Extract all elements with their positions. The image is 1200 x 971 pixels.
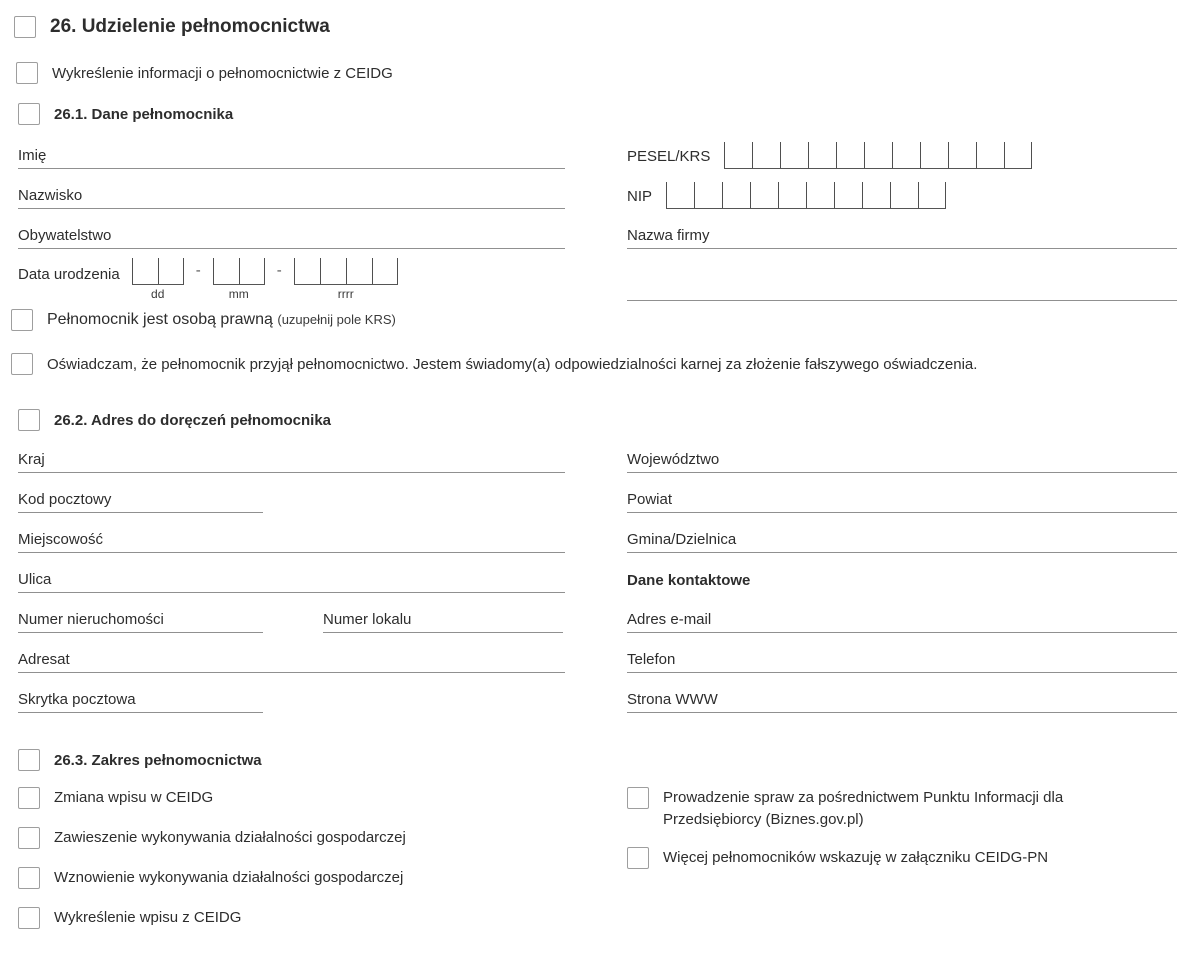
option-zmiana-wpisu (18, 787, 565, 809)
comb-cell[interactable] (834, 182, 862, 208)
checkbox-section-26-2[interactable] (18, 409, 40, 431)
dane-kontaktowe-label: Dane kontaktowe (627, 572, 751, 589)
comb-cell[interactable] (213, 258, 239, 284)
nazwisko-label: Nazwisko (18, 187, 83, 204)
kod-pocztowy-label: Kod pocztowy (18, 491, 112, 508)
comb-cell[interactable] (890, 182, 918, 208)
powiat-field[interactable] (627, 473, 1177, 513)
option-zawieszenie (18, 827, 565, 849)
nazwa-firmy-continuation-field[interactable] (627, 249, 1177, 301)
comb-cell[interactable] (892, 142, 920, 168)
section-26-1-row (18, 103, 1177, 125)
data-urodzenia-label: Data urodzenia (18, 266, 120, 283)
wiecej-pelnomocnikow-label: Więcej pełnomocników wskazuję w załączniku CEIDG-PN (663, 849, 1049, 866)
adres-email-label: Adres e-mail (627, 611, 712, 628)
comb-cell[interactable] (158, 258, 184, 284)
imie-label: Imię (18, 147, 47, 164)
comb-cell[interactable] (862, 182, 890, 208)
obywatelstwo-label: Obywatelstwo (18, 227, 112, 244)
comb-cell[interactable] (372, 258, 398, 284)
comb-cell[interactable] (722, 182, 750, 208)
comb-cell[interactable] (918, 182, 946, 208)
checkbox-zawieszenie[interactable] (18, 827, 40, 849)
prowadzenie-spraw-label: Prowadzenie spraw za pośrednictwem Punktu Informacji dla Przedsiębiorcy (Biznes.gov.pl) (663, 789, 1064, 828)
data-urodzenia-row (18, 249, 565, 301)
wykreslenie-info-row (16, 62, 1177, 84)
checkbox-prowadzenie-spraw[interactable] (627, 787, 649, 809)
comb-cell[interactable] (239, 258, 265, 284)
date-dash-2: - (276, 262, 282, 279)
osoba-prawna-label (47, 311, 396, 329)
numer-nieruchomosci-field[interactable] (18, 593, 263, 633)
adresat-field[interactable] (18, 633, 565, 673)
comb-cell[interactable] (920, 142, 948, 168)
dane-kontaktowe-heading (627, 553, 1177, 593)
checkbox-oswiadczenie[interactable] (11, 353, 33, 375)
section-26-2-right (627, 433, 1177, 713)
miejscowosc-label: Miejscowość (18, 531, 104, 548)
telefon-field[interactable] (627, 633, 1177, 673)
comb-cell[interactable] (1004, 142, 1032, 168)
nip-row (627, 169, 1177, 209)
checkbox-wykreslenie-wpisu[interactable] (18, 907, 40, 929)
oswiadczenie-label: Oświadczam, że pełnomocnik przyjął pełnomocnictwo. Jestem świadomy(a) odpowiedzialności karnej za złożenie fałszywego oświadczenia. (47, 355, 978, 373)
section-26-3-right (627, 787, 1177, 947)
section-26-2-row (18, 409, 1177, 431)
pesel-krs-label: PESEL/KRS (627, 148, 711, 165)
pesel-krs-cells[interactable] (724, 142, 1032, 169)
adresat-label: Adresat (18, 651, 70, 668)
checkbox-wiecej-pelnomocnikow[interactable] (627, 847, 649, 869)
birth-day-cells[interactable] (132, 258, 184, 285)
nip-label: NIP (627, 188, 653, 205)
gmina-dzielnica-field[interactable] (627, 513, 1177, 553)
section-26-2-title: 26.2. Adres do doręczeń pełnomocnika (54, 411, 332, 429)
birth-month-group (213, 258, 265, 301)
rrrr-hint: rrrr (337, 287, 354, 301)
ulica-label: Ulica (18, 571, 52, 588)
wojewodztwo-field[interactable] (627, 433, 1177, 473)
nazwa-firmy-label: Nazwa firmy (627, 227, 710, 244)
section-26-2-left (18, 433, 565, 713)
numer-lokalu-field[interactable] (323, 593, 563, 633)
comb-cell[interactable] (864, 142, 892, 168)
nip-cells[interactable] (666, 182, 946, 209)
powiat-label: Powiat (627, 491, 673, 508)
mm-hint: mm (228, 287, 249, 301)
checkbox-osoba-prawna[interactable] (11, 309, 33, 331)
section-26-title: 26. Udzielenie pełnomocnictwa (50, 16, 330, 37)
obywatelstwo-field[interactable] (18, 209, 565, 249)
section-26-3-left (18, 787, 565, 947)
wykreslenie-wpisu-label: Wykreślenie wpisu z CEIDG (54, 909, 242, 926)
comb-cell[interactable] (780, 142, 808, 168)
section-26-3-row (18, 749, 1177, 771)
dd-hint: dd (151, 287, 165, 301)
wojewodztwo-label: Województwo (627, 451, 720, 468)
skrytka-pocztowa-label: Skrytka pocztowa (18, 691, 136, 708)
section-26-2-fields (18, 433, 1177, 713)
numer-nieruchomosci-label: Numer nieruchomości (18, 611, 164, 628)
checkbox-section-26-3[interactable] (18, 749, 40, 771)
section-26-1-left (18, 129, 565, 301)
miejscowosc-field[interactable] (18, 513, 565, 553)
birth-year-group (294, 258, 398, 301)
nazwisko-field[interactable] (18, 169, 565, 209)
birth-year-cells[interactable] (294, 258, 398, 285)
comb-cell[interactable] (948, 142, 976, 168)
option-wiecej-pelnomocnikow (627, 847, 1177, 869)
birth-day-group (132, 258, 184, 301)
pesel-krs-row (627, 129, 1177, 169)
wykreslenie-info-label: Wykreślenie informacji o pełnomocnictwie z CEIDG (52, 64, 393, 82)
comb-cell[interactable] (320, 258, 346, 284)
birth-month-cells[interactable] (213, 258, 265, 285)
checkbox-zmiana-wpisu[interactable] (18, 787, 40, 809)
section-26-1-title: 26.1. Dane pełnomocnika (54, 105, 234, 123)
option-wznowienie (18, 867, 565, 889)
osoba-prawna-row (11, 309, 1177, 331)
section-26-1-right (627, 129, 1177, 301)
checkbox-wykreslenie-info[interactable] (16, 62, 38, 84)
zawieszenie-label: Zawieszenie wykonywania działalności gospodarczej (54, 829, 406, 846)
ulica-field[interactable] (18, 553, 565, 593)
section-26-1-fields (18, 129, 1177, 301)
comb-cell[interactable] (836, 142, 864, 168)
option-prowadzenie-spraw (627, 787, 1177, 831)
comb-cell[interactable] (808, 142, 836, 168)
imie-field[interactable] (18, 129, 565, 169)
telefon-label: Telefon (627, 651, 676, 668)
nazwa-firmy-field[interactable] (627, 209, 1177, 249)
comb-cell[interactable] (752, 142, 780, 168)
numer-lokalu-label: Numer lokalu (323, 611, 412, 628)
kod-pocztowy-field[interactable] (18, 473, 263, 513)
comb-cell[interactable] (750, 182, 778, 208)
strona-www-field[interactable] (627, 673, 1177, 713)
comb-cell[interactable] (778, 182, 806, 208)
gmina-dzielnica-label: Gmina/Dzielnica (627, 531, 737, 548)
kraj-label: Kraj (18, 451, 45, 468)
comb-cell[interactable] (294, 258, 320, 284)
strona-www-label: Strona WWW (627, 691, 718, 708)
adres-email-field[interactable] (627, 593, 1177, 633)
comb-cell[interactable] (806, 182, 834, 208)
osoba-prawna-hint: (uzupełnij pole KRS) (277, 312, 396, 327)
checkbox-section-26-1[interactable] (18, 103, 40, 125)
section-26-row (14, 16, 1177, 38)
section-26-3-title: 26.3. Zakres pełnomocnictwa (54, 751, 262, 769)
wznowienie-label: Wznowienie wykonywania działalności gospodarczej (54, 869, 404, 886)
kraj-field[interactable] (18, 433, 565, 473)
section-26-3-options (18, 787, 1177, 947)
comb-cell[interactable] (666, 182, 694, 208)
comb-cell[interactable] (346, 258, 372, 284)
checkbox-wznowienie[interactable] (18, 867, 40, 889)
option-wykreslenie-wpisu (18, 907, 565, 929)
date-dash-1: - (195, 262, 201, 279)
comb-cell[interactable] (694, 182, 722, 208)
numer-row (18, 593, 565, 633)
oswiadczenie-row (11, 353, 1177, 375)
zmiana-wpisu-label: Zmiana wpisu w CEIDG (54, 789, 214, 806)
skrytka-pocztowa-field[interactable] (18, 673, 263, 713)
comb-cell[interactable] (724, 142, 752, 168)
comb-cell[interactable] (132, 258, 158, 284)
checkbox-section-26[interactable] (14, 16, 36, 38)
comb-cell[interactable] (976, 142, 1004, 168)
osoba-prawna-text: Pełnomocnik jest osobą prawną (47, 311, 273, 328)
